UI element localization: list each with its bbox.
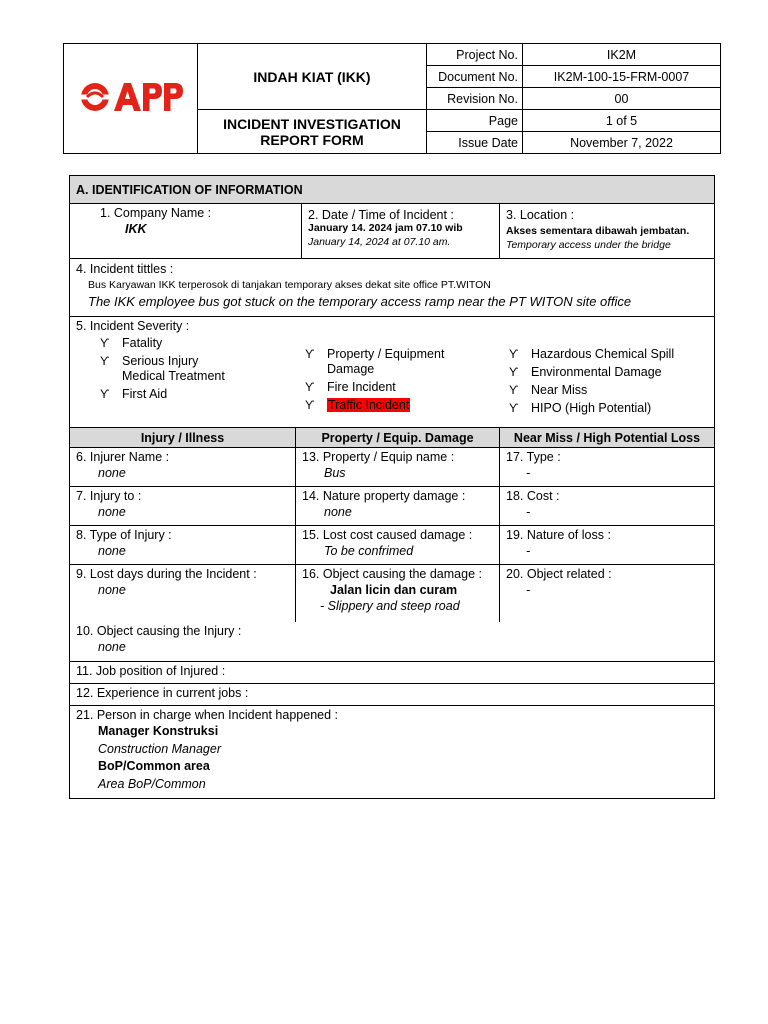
severity-option (100, 336, 305, 351)
field-label: 18. Cost : (506, 489, 560, 503)
field-value: none (98, 505, 126, 519)
person-in-charge-line: Construction Manager (98, 741, 221, 756)
person-in-charge-row (70, 706, 714, 798)
property-damage-header: Property / Equip. Damage (296, 428, 500, 447)
injury-illness-header: Injury / Illness (70, 428, 296, 447)
document-header (63, 43, 721, 154)
field-value: - (526, 466, 531, 480)
location-value-en: Temporary access under the bridge (506, 239, 671, 251)
bullet-icon: ϒ (509, 365, 519, 379)
table-cell (70, 526, 296, 564)
person-in-charge-values (76, 723, 708, 793)
date-time-value-id: January 14. 2024 jam 07.10 wib (308, 222, 463, 234)
field-value: To be confrimed (324, 544, 414, 558)
severity-option (509, 401, 674, 416)
form-title: INCIDENT INVESTIGATION REPORT FORM (198, 110, 427, 154)
object-causing-injury-label: 10. Object causing the Injury : (76, 624, 242, 638)
field-value: none (98, 583, 126, 597)
field-label: 6. Injurer Name : (76, 450, 170, 464)
company-name-cell (70, 204, 302, 258)
severity-option (305, 380, 509, 395)
table-cell (70, 448, 296, 486)
incident-titles-value-id: Bus Karyawan IKK terperosok di tanjakan temporary akses dekat site office PT.WITON (88, 279, 491, 291)
identification-row (70, 204, 714, 259)
field-label: 13. Property / Equip name : (302, 450, 455, 464)
company-name-label: 1. Company Name : (100, 206, 212, 220)
incident-form (69, 175, 715, 799)
field-label: 15. Lost cost caused damage : (302, 528, 473, 542)
experience-label: 12. Experience in current jobs : (76, 686, 249, 700)
severity-option-label: Near Miss (531, 383, 588, 397)
field-value: - Slippery and steep road (320, 599, 460, 613)
severity-option (509, 365, 674, 380)
bullet-icon: ϒ (100, 336, 110, 350)
severity-option-label: Property / Equipment Damage (327, 347, 445, 376)
person-in-charge-label: 21. Person in charge when Incident happened : (76, 708, 338, 722)
table-cell (500, 448, 714, 486)
job-position-label: 11. Job position of Injured : (76, 664, 226, 678)
incident-severity-label: 5. Incident Severity : (76, 319, 190, 333)
severity-option-label: Environmental Damage (531, 365, 662, 379)
incident-titles-row (70, 259, 714, 317)
bullet-icon: ϒ (509, 347, 519, 361)
page-value: 1 of 5 (523, 110, 721, 132)
severity-option-label: Serious Injury Medical Treatment (122, 354, 225, 383)
incident-titles-label: 4. Incident tittles : (76, 262, 174, 276)
bullet-icon: ϒ (305, 347, 315, 361)
field-value: none (324, 505, 352, 519)
location-cell (500, 204, 714, 258)
person-in-charge-line: Area BoP/Common (98, 776, 206, 791)
severity-option-label: First Aid (122, 387, 168, 401)
person-in-charge-line: Manager Konstruksi (98, 724, 219, 738)
field-label: 9. Lost days during the Incident : (76, 567, 257, 581)
object-causing-injury-value: none (98, 640, 126, 654)
bullet-icon: ϒ (100, 354, 110, 368)
severity-option-label: Hazardous Chemical Spill (531, 347, 675, 361)
severity-option (100, 387, 305, 402)
field-value-bold: Jalan licin dan curam (330, 583, 458, 597)
damage-table-header (70, 428, 714, 448)
date-time-value-en: January 14, 2024 at 07.10 am. (308, 236, 451, 248)
bullet-icon: ϒ (509, 383, 519, 397)
location-value-id: Akses sementara dibawah jembatan. (506, 225, 690, 237)
table-cell (296, 565, 500, 622)
table-cell (500, 565, 714, 622)
company-name-value: IKK (125, 222, 147, 236)
job-position-row (70, 662, 714, 684)
bullet-icon: ϒ (509, 401, 519, 415)
person-in-charge-line: BoP/Common area (98, 759, 210, 773)
field-label: 17. Type : (506, 450, 561, 464)
field-label: 8. Type of Injury : (76, 528, 172, 542)
document-no-label: Document No. (427, 66, 523, 88)
table-cell (296, 526, 500, 564)
field-label: 14. Nature property damage : (302, 489, 466, 503)
severity-option (509, 383, 674, 398)
field-value: - (526, 505, 531, 519)
issue-date-label: Issue Date (427, 132, 523, 154)
project-no-label: Project No. (427, 44, 523, 66)
incident-severity-row (70, 317, 714, 428)
severity-option-label: Fire Incident (327, 380, 396, 394)
incident-titles-value-en: The IKK employee bus got stuck on the temporary access ramp near the PT WITON site office (88, 294, 632, 309)
severity-list-property (305, 347, 509, 419)
field-value: none (98, 466, 126, 480)
field-value: none (98, 544, 126, 558)
severity-option (100, 354, 305, 384)
issue-date-value: November 7, 2022 (523, 132, 721, 154)
object-causing-injury-row (70, 622, 714, 662)
table-row (70, 526, 714, 565)
table-cell (70, 487, 296, 525)
table-cell (296, 448, 500, 486)
near-miss-header: Near Miss / High Potential Loss (513, 431, 701, 445)
severity-option (305, 398, 509, 413)
table-row (70, 448, 714, 487)
table-cell (70, 565, 296, 622)
field-value: - (526, 544, 531, 558)
damage-table-body (70, 448, 714, 622)
field-value: Bus (324, 466, 346, 480)
revision-no-label: Revision No. (427, 88, 523, 110)
severity-option-label: Fatality (122, 336, 163, 350)
field-label: 20. Object related : (506, 567, 612, 581)
revision-no-value: 00 (523, 88, 721, 110)
severity-list-other (509, 347, 674, 419)
experience-row (70, 684, 714, 706)
field-value: - (526, 583, 531, 597)
field-label: 19. Nature of loss : (506, 528, 611, 542)
field-label: 7. Injury to : (76, 489, 142, 503)
severity-option-label: Traffic Incident (328, 398, 410, 412)
bullet-icon: ϒ (305, 380, 315, 394)
project-no-value: IK2M (523, 44, 721, 66)
bullet-icon: ϒ (305, 398, 315, 412)
table-row (70, 565, 714, 622)
severity-option (509, 347, 674, 362)
field-label: 16. Object causing the damage : (302, 567, 482, 581)
logo-cell (64, 44, 198, 154)
document-no-value: IK2M-100-15-FRM-0007 (523, 66, 721, 88)
section-a-header: A. IDENTIFICATION OF INFORMATION (70, 176, 714, 204)
location-label: 3. Location : (506, 208, 575, 222)
table-cell (500, 526, 714, 564)
severity-option-label: HIPO (High Potential) (531, 401, 652, 415)
severity-option (305, 347, 509, 377)
severity-list-injury (76, 336, 305, 419)
bullet-icon: ϒ (100, 387, 110, 401)
date-time-cell (302, 204, 500, 258)
date-time-label: 2. Date / Time of Incident : (308, 208, 454, 222)
table-row (70, 487, 714, 526)
table-cell (296, 487, 500, 525)
company-title: INDAH KIAT (IKK) (198, 44, 427, 110)
table-cell (500, 487, 714, 525)
page-label: Page (427, 110, 523, 132)
app-logo (78, 79, 184, 115)
